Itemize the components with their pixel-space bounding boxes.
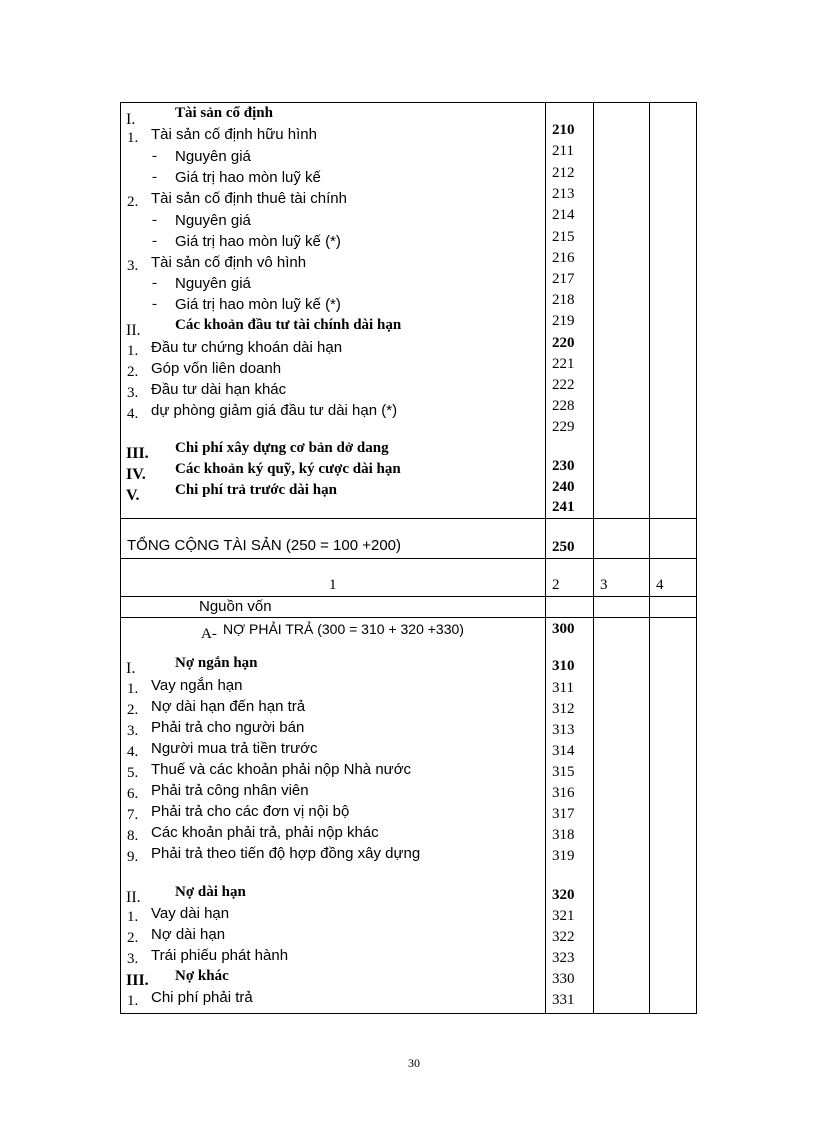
- row-number: 3.: [127, 258, 139, 274]
- row-code: 318: [552, 827, 575, 843]
- row-number: II.: [126, 889, 141, 906]
- row-label: Tài sản cố định vô hình: [151, 254, 307, 271]
- row-label: Phải trả cho các đơn vị nội bộ: [151, 803, 350, 820]
- row-number: 2.: [127, 364, 139, 380]
- row-code: 322: [552, 929, 575, 945]
- row-code: 222: [552, 377, 575, 393]
- row-number: 8.: [127, 828, 139, 844]
- row-number: 3.: [127, 723, 139, 739]
- row-label: Nợ dài hạn đến hạn trả: [151, 698, 306, 715]
- row-code: 218: [552, 292, 575, 308]
- section-code: 300: [552, 621, 575, 637]
- row-number: 5.: [127, 765, 139, 781]
- row-label: Góp vốn liên doanh: [151, 360, 282, 377]
- sources-header: Nguồn vốn: [199, 598, 272, 615]
- row-label: Các khoản phải trả, phải nộp khác: [151, 824, 379, 841]
- row-code: 217: [552, 271, 575, 287]
- row-code: 229: [552, 419, 575, 435]
- table-border: [696, 102, 697, 1014]
- row-number: III.: [126, 445, 149, 462]
- row-number: 2.: [127, 194, 139, 210]
- total-label: TỔNG CỘNG TÀI SẢN (250 = 100 +200): [127, 537, 401, 554]
- row-code: 320: [552, 887, 575, 903]
- row-label: Nợ khác: [175, 968, 229, 984]
- row-code: 228: [552, 398, 575, 414]
- column-header: 3: [600, 577, 608, 593]
- row-code: 314: [552, 743, 575, 759]
- row-label: dự phòng giảm giá đầu tư dài hạn (*): [151, 402, 398, 419]
- row-label: Vay ngắn hạn: [151, 677, 243, 694]
- table-border: [120, 1013, 697, 1014]
- row-dash: -: [152, 296, 157, 312]
- row-code: 331: [552, 992, 575, 1008]
- table-divider: [120, 617, 697, 618]
- row-number: 1.: [127, 909, 139, 925]
- total-code: 250: [552, 539, 575, 555]
- section-prefix: A-: [201, 626, 217, 642]
- row-number: 4.: [127, 744, 139, 760]
- row-number: V.: [126, 487, 140, 504]
- row-code: 313: [552, 722, 575, 738]
- row-number: 4.: [127, 406, 139, 422]
- row-number: 2.: [127, 702, 139, 718]
- table-border: [120, 102, 121, 1014]
- row-number: I.: [126, 660, 136, 677]
- row-code: 315: [552, 764, 575, 780]
- row-code: 310: [552, 658, 575, 674]
- row-label: Phải trả cho người bán: [151, 719, 305, 736]
- row-code: 241: [552, 499, 575, 515]
- table-divider: [120, 558, 697, 559]
- table-divider: [120, 596, 697, 597]
- row-code: 311: [552, 680, 574, 696]
- row-dash: -: [152, 275, 157, 291]
- section-title: NỢ PHẢI TRẢ (300 = 310 + 320 +330): [223, 621, 464, 637]
- row-dash: -: [152, 233, 157, 249]
- row-label: Trái phiếu phát hành: [151, 947, 289, 964]
- row-number: 3.: [127, 385, 139, 401]
- table-divider: [593, 102, 594, 1014]
- column-header: 2: [552, 577, 560, 593]
- row-code: 230: [552, 458, 575, 474]
- row-number: 7.: [127, 807, 139, 823]
- row-number: 3.: [127, 951, 139, 967]
- row-number: 2.: [127, 930, 139, 946]
- row-label: Đầu tư dài hạn khác: [151, 381, 287, 398]
- row-code: 321: [552, 908, 575, 924]
- row-code: 316: [552, 785, 575, 801]
- table-divider: [649, 102, 650, 1014]
- row-label: Thuế và các khoản phải nộp Nhà nước: [151, 761, 412, 778]
- row-code: 221: [552, 356, 575, 372]
- row-code: 312: [552, 701, 575, 717]
- row-number: 1.: [127, 130, 139, 146]
- row-label: Nguyên giá: [175, 148, 251, 165]
- row-label: Phải trả theo tiến độ hợp đồng xây dựng: [151, 845, 421, 862]
- row-number: 1.: [127, 681, 139, 697]
- page-number: 30: [408, 1056, 420, 1070]
- row-number: 1.: [127, 993, 139, 1009]
- row-number: 9.: [127, 849, 139, 865]
- row-label: Giá trị hao mòn luỹ kế (*): [175, 296, 341, 313]
- row-label: Phải trả công nhân viên: [151, 782, 309, 799]
- row-code: 215: [552, 229, 575, 245]
- row-label: Nợ ngắn hạn: [175, 655, 258, 671]
- row-number: 6.: [127, 786, 139, 802]
- row-code: 319: [552, 848, 575, 864]
- row-number: III.: [126, 972, 149, 989]
- row-label: Tài sản cố định thuê tài chính: [151, 190, 347, 207]
- column-header: 4: [656, 577, 664, 593]
- row-label: Nguyên giá: [175, 212, 251, 229]
- row-number: I.: [126, 111, 136, 128]
- row-label: Nợ dài hạn: [151, 926, 226, 943]
- row-code: 216: [552, 250, 575, 266]
- row-code: 212: [552, 165, 575, 181]
- row-dash: -: [152, 212, 157, 228]
- table-divider: [120, 518, 697, 519]
- row-code: 213: [552, 186, 575, 202]
- table-border: [120, 102, 697, 103]
- row-label: Chi phí trả trước dài hạn: [175, 482, 337, 498]
- row-number: 1.: [127, 343, 139, 359]
- row-code: 323: [552, 950, 575, 966]
- row-code: 240: [552, 479, 575, 495]
- row-label: Chi phí xây dựng cơ bản dở dang: [175, 440, 389, 456]
- row-label: Giá trị hao mòn luỹ kế: [175, 169, 321, 186]
- row-label: Tài sản cố định: [175, 105, 273, 121]
- row-code: 330: [552, 971, 575, 987]
- row-dash: -: [152, 148, 157, 164]
- row-label: Vay dài hạn: [151, 905, 230, 922]
- row-code: 317: [552, 806, 575, 822]
- row-label: Người mua trả tiền trước: [151, 740, 318, 757]
- row-label: Các khoản ký quỹ, ký cược dài hạn: [175, 461, 401, 477]
- row-code: 214: [552, 207, 575, 223]
- column-header: 1: [329, 577, 337, 593]
- row-label: Tài sản cố định hữu hình: [151, 126, 317, 143]
- row-label: Nợ dài hạn: [175, 884, 246, 900]
- row-label: Các khoản đầu tư tài chính dài hạn: [175, 317, 402, 333]
- row-number: IV.: [126, 466, 146, 483]
- row-code: 220: [552, 335, 575, 351]
- row-label: Đầu tư chứng khoán dài hạn: [151, 339, 343, 356]
- row-dash: -: [152, 169, 157, 185]
- row-code: 210: [552, 122, 575, 138]
- row-label: Nguyên giá: [175, 275, 251, 292]
- row-number: II.: [126, 322, 141, 339]
- table-divider: [545, 102, 546, 1014]
- row-label: Chi phí phải trả: [151, 989, 253, 1006]
- row-label: Giá trị hao mòn luỹ kế (*): [175, 233, 341, 250]
- row-code: 211: [552, 143, 574, 159]
- row-code: 219: [552, 313, 575, 329]
